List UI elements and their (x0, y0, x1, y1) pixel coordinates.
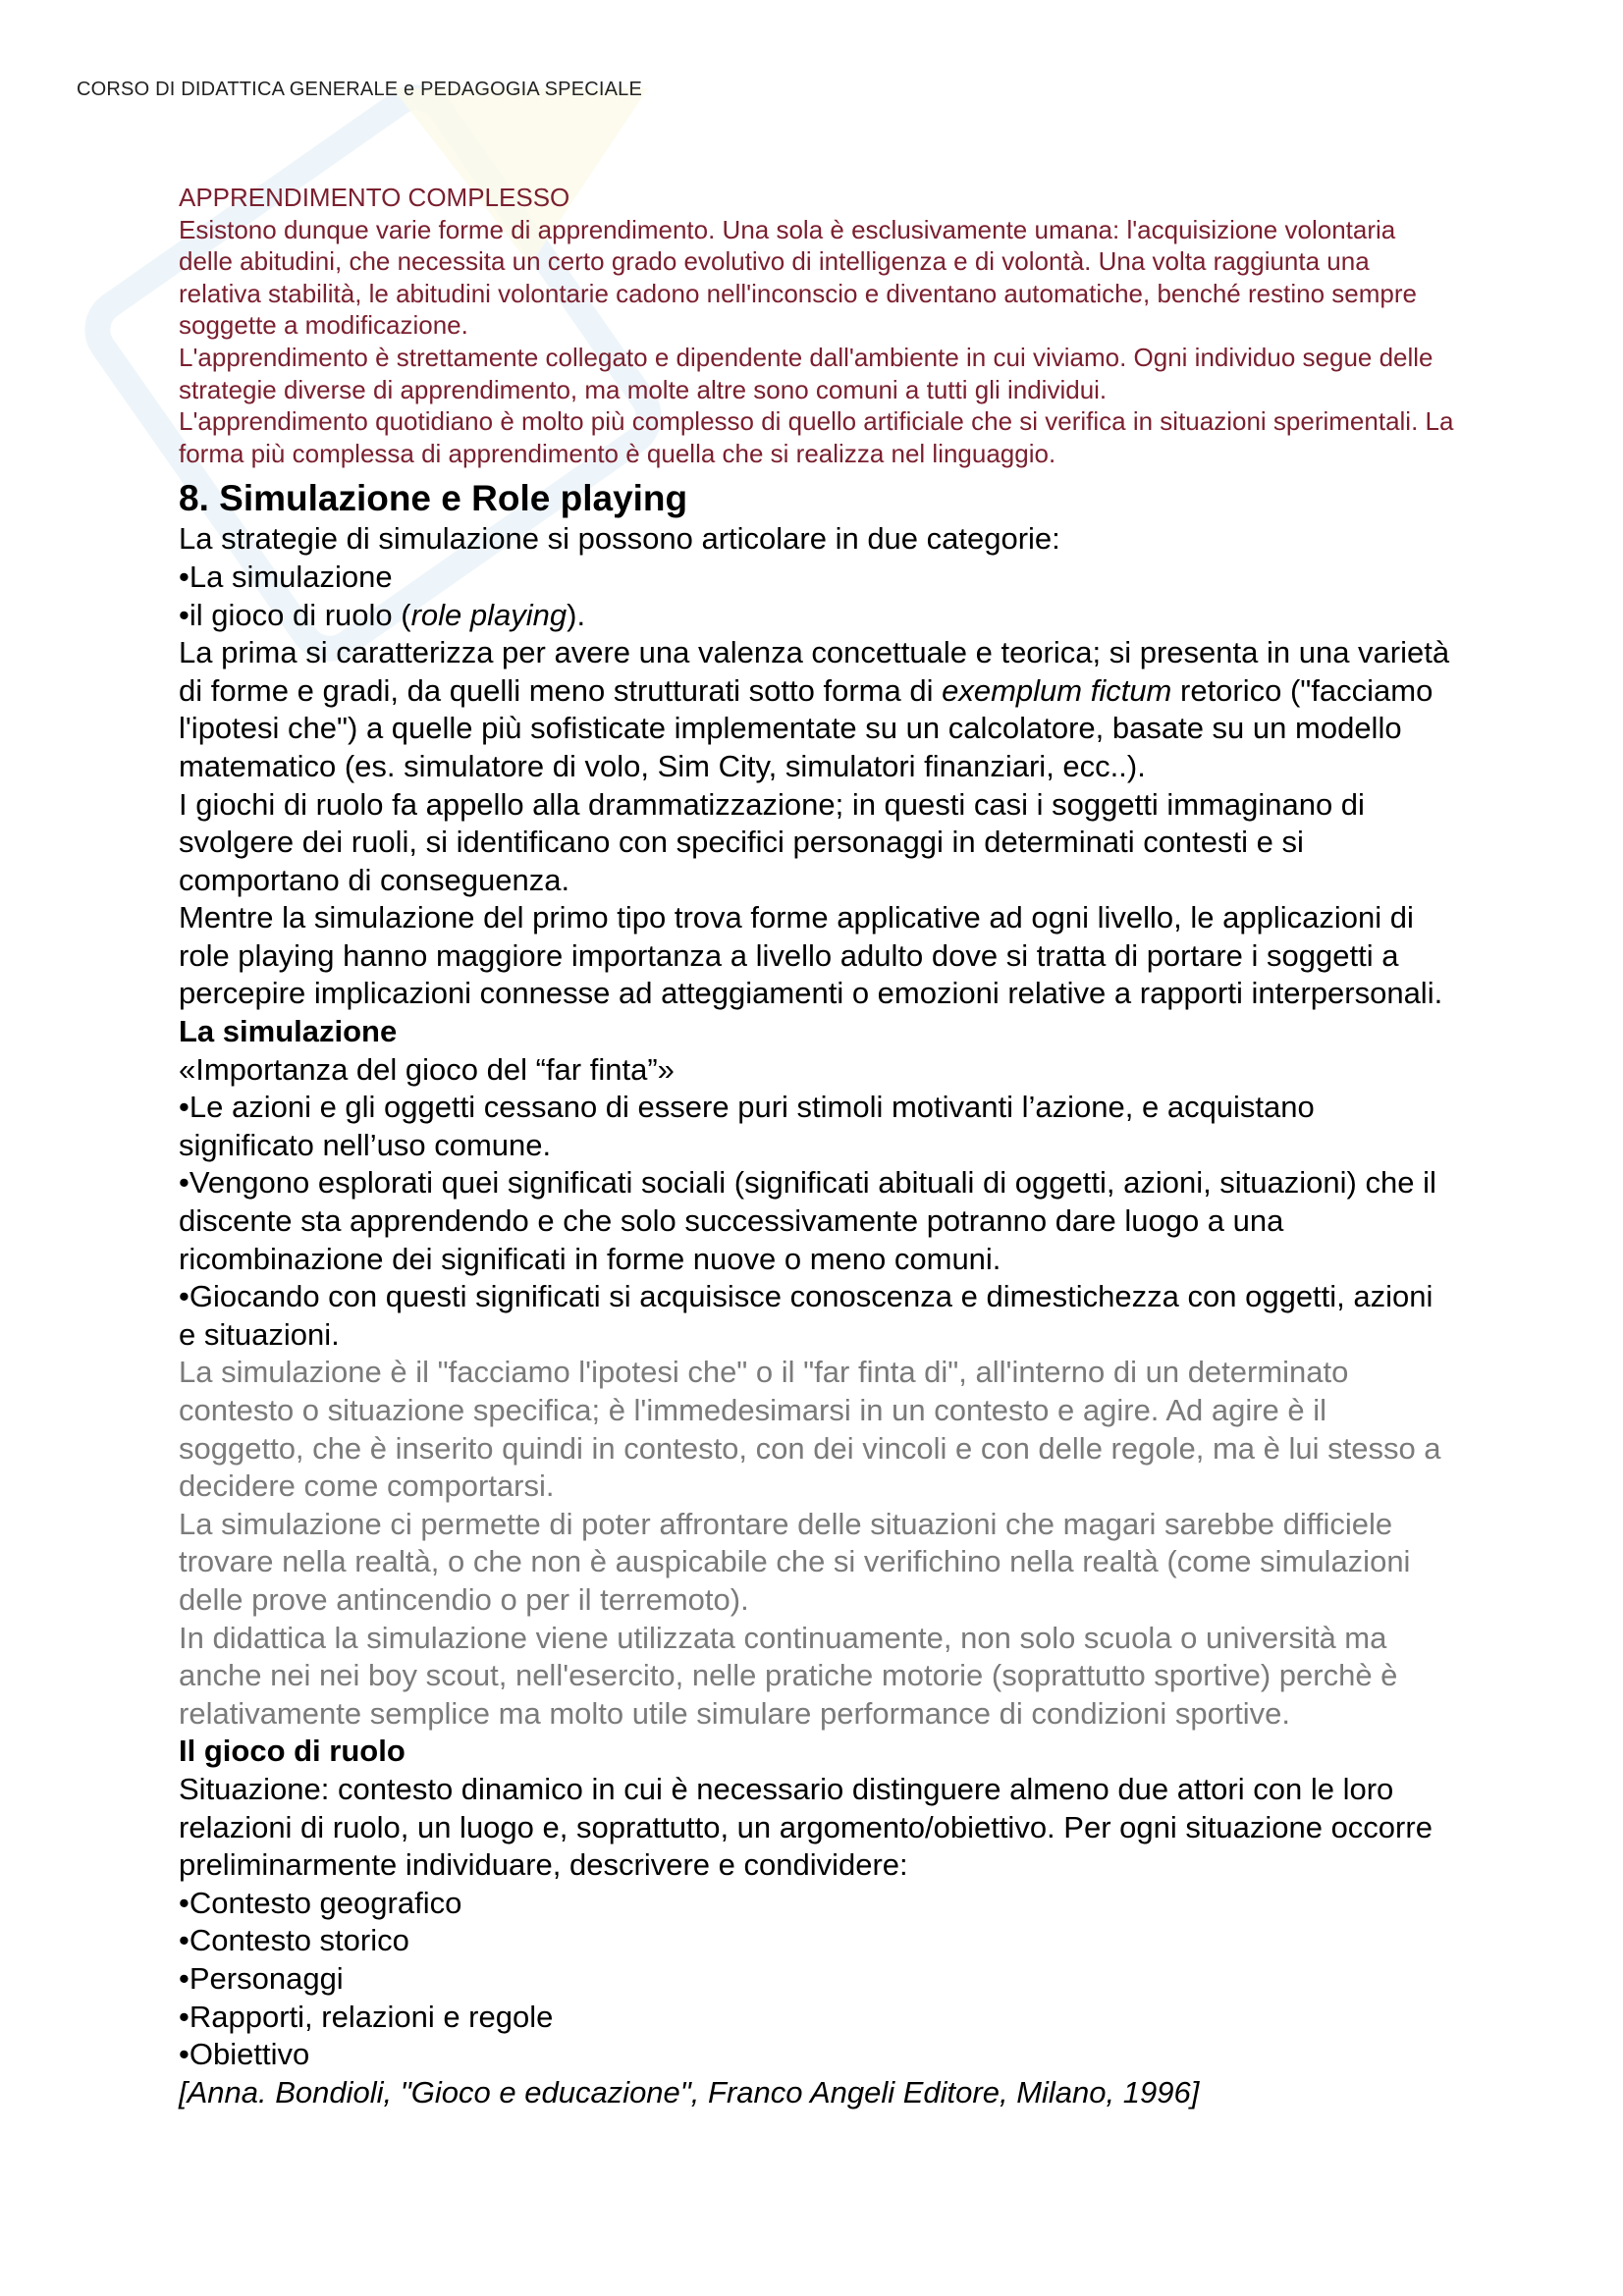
section-lead: La strategie di simulazione si possono articolare in due categorie: (179, 521, 1060, 557)
intro-paragraph: Esistono dunque varie forme di apprendimento. Una sola è esclusivamente umana: l'acquisizione volontaria delle abitudini, che necessita un certo grado evolutivo di intelligenza e di volontà. Una volta raggiunta una relativa stabilità, le abitudini volontarie cadono nell'inconscio e diventano automatiche, benché restino sempre soggette a modificazione. (179, 214, 1417, 341)
category-item (179, 559, 1455, 597)
gray-paragraph: In didattica la simulazione viene utilizzata continuamente, non solo scuola o università ma anche nei nei boy scout, nell'esercito, nelle pratiche motorie (soprattutto sportive) perchè è relativamente semplice ma molto utile simulare performance di condizioni sportive. (179, 1620, 1398, 1731)
gray-paragraph: La simulazione ci permette di poter affrontare delle situazioni che magari sarebbe difficiele trovare nella realtà, o che non è auspicabile che si verifichino nella realtà (come simulazioni delle prove antincendio o per il terremoto). (179, 1506, 1411, 1617)
intro-paragraph: L'apprendimento quotidiano è molto più complesso di quello artificiale che si verifica in situazioni sperimentali. La forma più complessa di apprendimento è quella che si realizza nel linguaggio. (179, 406, 1454, 468)
list-item: • Contesto geografico (179, 1885, 1455, 1923)
category-item (179, 597, 1455, 635)
quote-line: «Importanza del gioco del “far finta”» (179, 1051, 675, 1087)
category-item-label: il gioco di ruolo ( (189, 597, 411, 632)
subsection-heading: Il gioco di ruolo (179, 1734, 406, 1769)
category-item-label: La simulazione (189, 559, 393, 594)
body-paragraph: Mentre la simulazione del primo tipo trova forme applicative ad ogni livello, le applicazioni di role playing hanno maggiore importanza a livello adulto dove si tratta di portare i soggetti a percepire implicazioni connesse ad atteggiamenti o emozioni relative a rapporti interpersonali. (179, 900, 1443, 1011)
category-item-label: ). (567, 597, 586, 632)
section-title: 8. Simulazione e Role playing (179, 478, 688, 519)
main-content (179, 182, 1455, 2111)
page-header: CORSO DI DIDATTICA GENERALE e PEDAGOGIA SPECIALE (77, 79, 643, 100)
bullet-item: • Le azioni e gli oggetti cessano di essere puri stimoli motivanti l’azione, e acquistano significato nell’uso comune. (179, 1089, 1455, 1164)
list-item: • Obiettivo (179, 2036, 1455, 2074)
list-item: • Rapporti, relazioni e regole (179, 1999, 1455, 2037)
subsection-heading: La simulazione (179, 1014, 398, 1049)
citation: [Anna. Bondioli, "Gioco e educazione", Franco Angeli Editore, Milano, 1996] (179, 2074, 1200, 2109)
body-paragraph (179, 634, 1455, 785)
list-item: • Personaggi (179, 1960, 1455, 1999)
list-item: • Contesto storico (179, 1922, 1455, 1960)
intro-heading: APPRENDIMENTO COMPLESSO (179, 183, 570, 212)
intro-block (179, 182, 1455, 469)
body-paragraph: I giochi di ruolo fa appello alla drammatizzazione; in questi casi i soggetti immaginano di svolgere dei ruoli, si identificano con specifici personaggi in determinati contesti e si comportano di conseguenza. (179, 786, 1365, 897)
intro-paragraph: L'apprendimento è strettamente collegato e dipendente dall'ambiente in cui viviamo. Ogni individuo segue delle strategie diverse di apprendimento, ma molte altre sono comuni a tutti gli individui. (179, 342, 1434, 404)
body-text: retorico ("facciamo l'ipotesi che") a quelle più sofisticate implementate su un calcolatore, basate su un modello matematico (es. simulatore di volo, Sim City, simulatori finanziari, ecc..). (179, 672, 1434, 783)
bullet-item: • Vengono esplorati quei significati sociali (significati abituali di oggetti, azioni, situazioni) che il discente sta apprendendo e che solo successivamente potranno dare luogo a una ricombinazione dei significati in forme nuove o meno comuni. (179, 1164, 1455, 1278)
body-paragraph: Situazione: contesto dinamico in cui è necessario distinguere almeno due attori con le loro relazioni di ruolo, un luogo e, soprattutto, un argomento/obiettivo. Per ogni situazione occorre preliminarmente individuare, descrivere e condividere: (179, 1771, 1433, 1883)
category-item-emphasis: role playing (410, 597, 568, 632)
body-text: La prima si caratterizza per avere una valenza concettuale e teorica; si presenta in una varietà di forme e gradi, da quelli meno strutturati sotto forma di (179, 635, 1450, 708)
bullet-item: • Giocando con questi significati si acquisisce conoscenza e dimestichezza con oggetti, azioni e situazioni. (179, 1278, 1455, 1354)
section-body (179, 520, 1455, 2111)
gray-paragraph: La simulazione è il "facciamo l'ipotesi che" o il "far finta di", all'interno di un determinato contesto o situazione specifica; è l'immedesimarsi in un contesto e agire. Ad agire è il soggetto, che è inserito quindi in contesto, con dei vincoli e con delle regole, ma è lui stesso a decidere come comportarsi. (179, 1355, 1441, 1504)
body-emphasis: exemplum fictum (942, 672, 1172, 708)
